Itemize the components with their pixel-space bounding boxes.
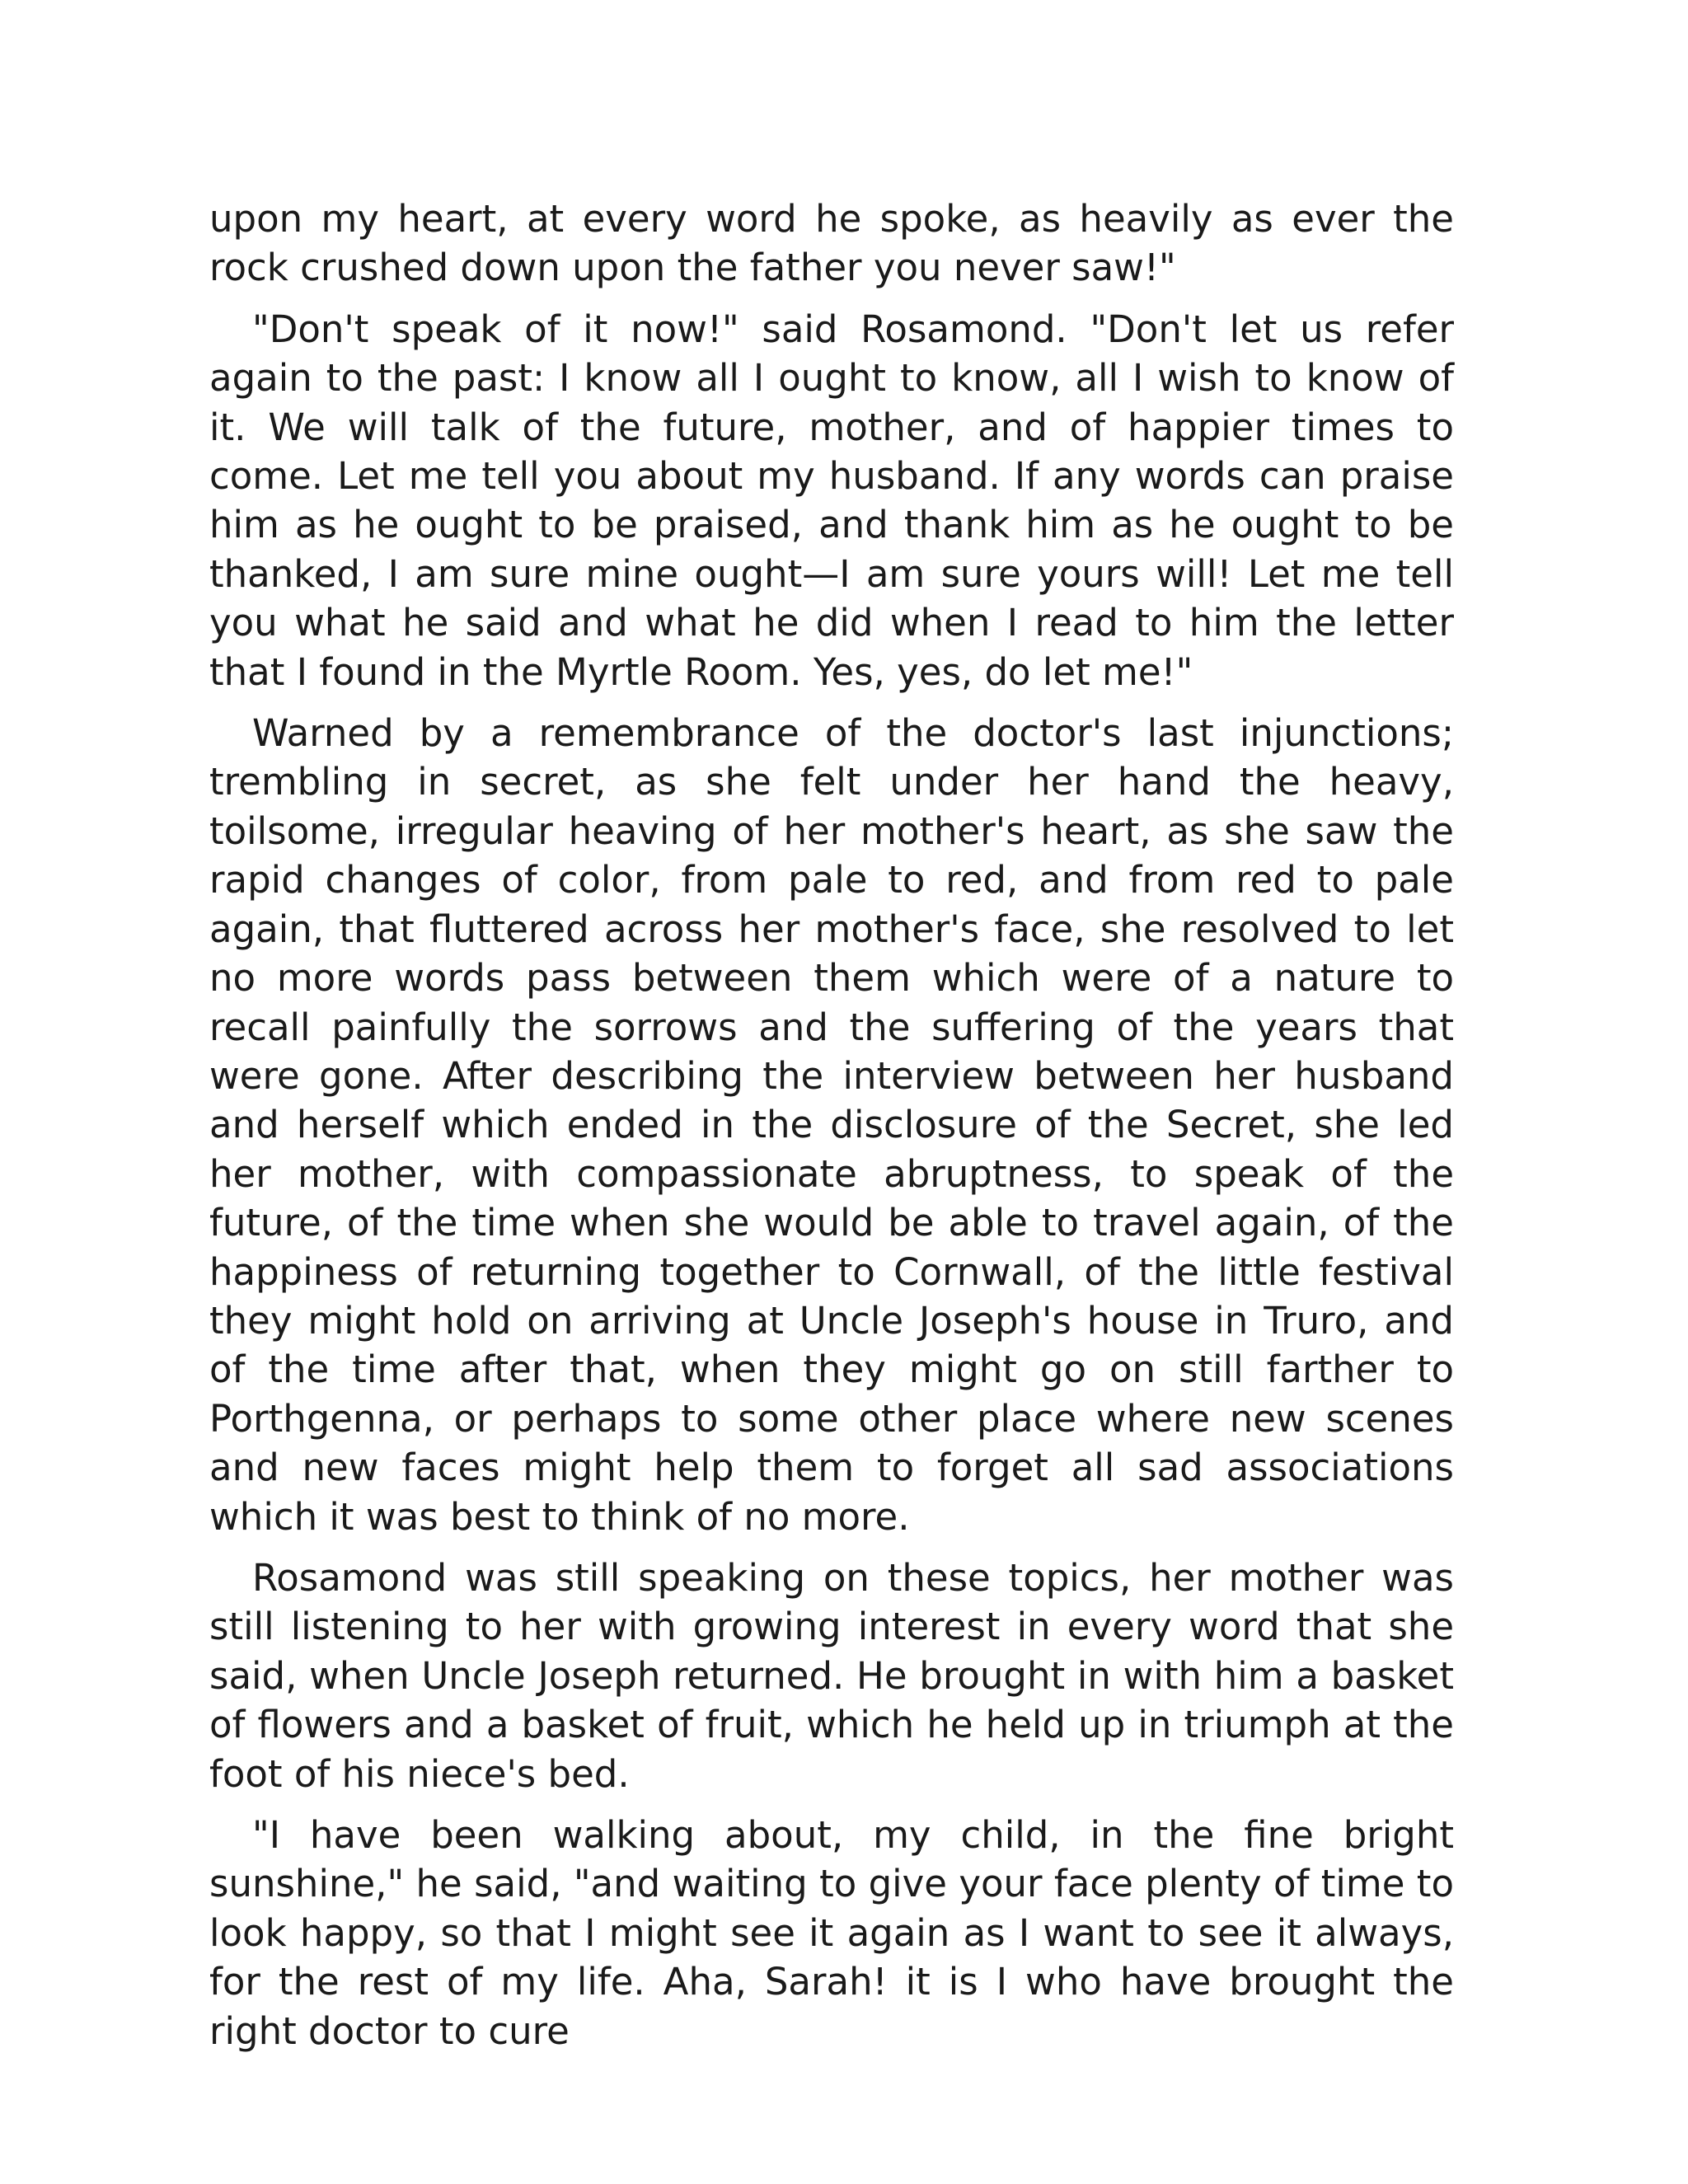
paragraph-5: "I have been walking about, my child, in the fine bright sunshine," he said, "and waiting to give your face plenty of time to look happy, so that I might see it again as I want to see it always, for the rest of my life. Aha, Sarah! it is I who have brought the right doctor to cure xyxy=(209,1813,1454,2053)
paragraph-2: "Don't speak of it now!" said Rosamond. "Don't let us refer again to the past: I know all I ought to know, all I wish to know of it. We will talk of the future, mother, and of happier times to come. Let me tell you about my husband. If any words can praise him as he ought to be praised, and thank him as he ought to be thanked, I am sure mine ought—I am sure yours will! Let me tell you what he said and what he did when I read to him the letter that I found in the Myrtle Room. Yes, yes, do let me!" xyxy=(209,307,1454,694)
paragraph-4: Rosamond was still speaking on these topics, her mother was still listening to her with growing interest in every word that she said, when Uncle Joseph returned. He brought in with him a basket of flowers and a basket of fruit, which he held up in triumph at the foot of his niece's bed. xyxy=(209,1555,1454,1796)
paragraph-3: Warned by a remembrance of the doctor's last injunctions; trembling in secret, as she felt under her hand the heavy, toilsome, irregular heaving of her mother's heart, as she saw the rapid changes of color, from pale to red, and from red to pale again, that fluttered across her mother's face, she resolved to let no more words pass between them which were of a nature to recall painfully the sorrows and the suffering of the years that were gone. After describing the interview between her husband and herself which ended in the disclosure of the Secret, she led her mother, with compassionate abruptness, to speak of the future, of the time when she would be able to travel again, of the happiness of returning together to Cornwall, of the little festival they might hold on arriving at Uncle Joseph's house in Truro, and of the time after that, when they might go on still farther to Porthgenna, or perhaps to some other place where new scenes and new faces might help them to forget all sad associations which it was best to think of no more. xyxy=(209,711,1454,1539)
paragraph-1: upon my heart, at every word he spoke, as heavily as ever the rock crushed down upon the father you never saw!" xyxy=(209,197,1454,290)
document-page xyxy=(209,194,1454,2068)
